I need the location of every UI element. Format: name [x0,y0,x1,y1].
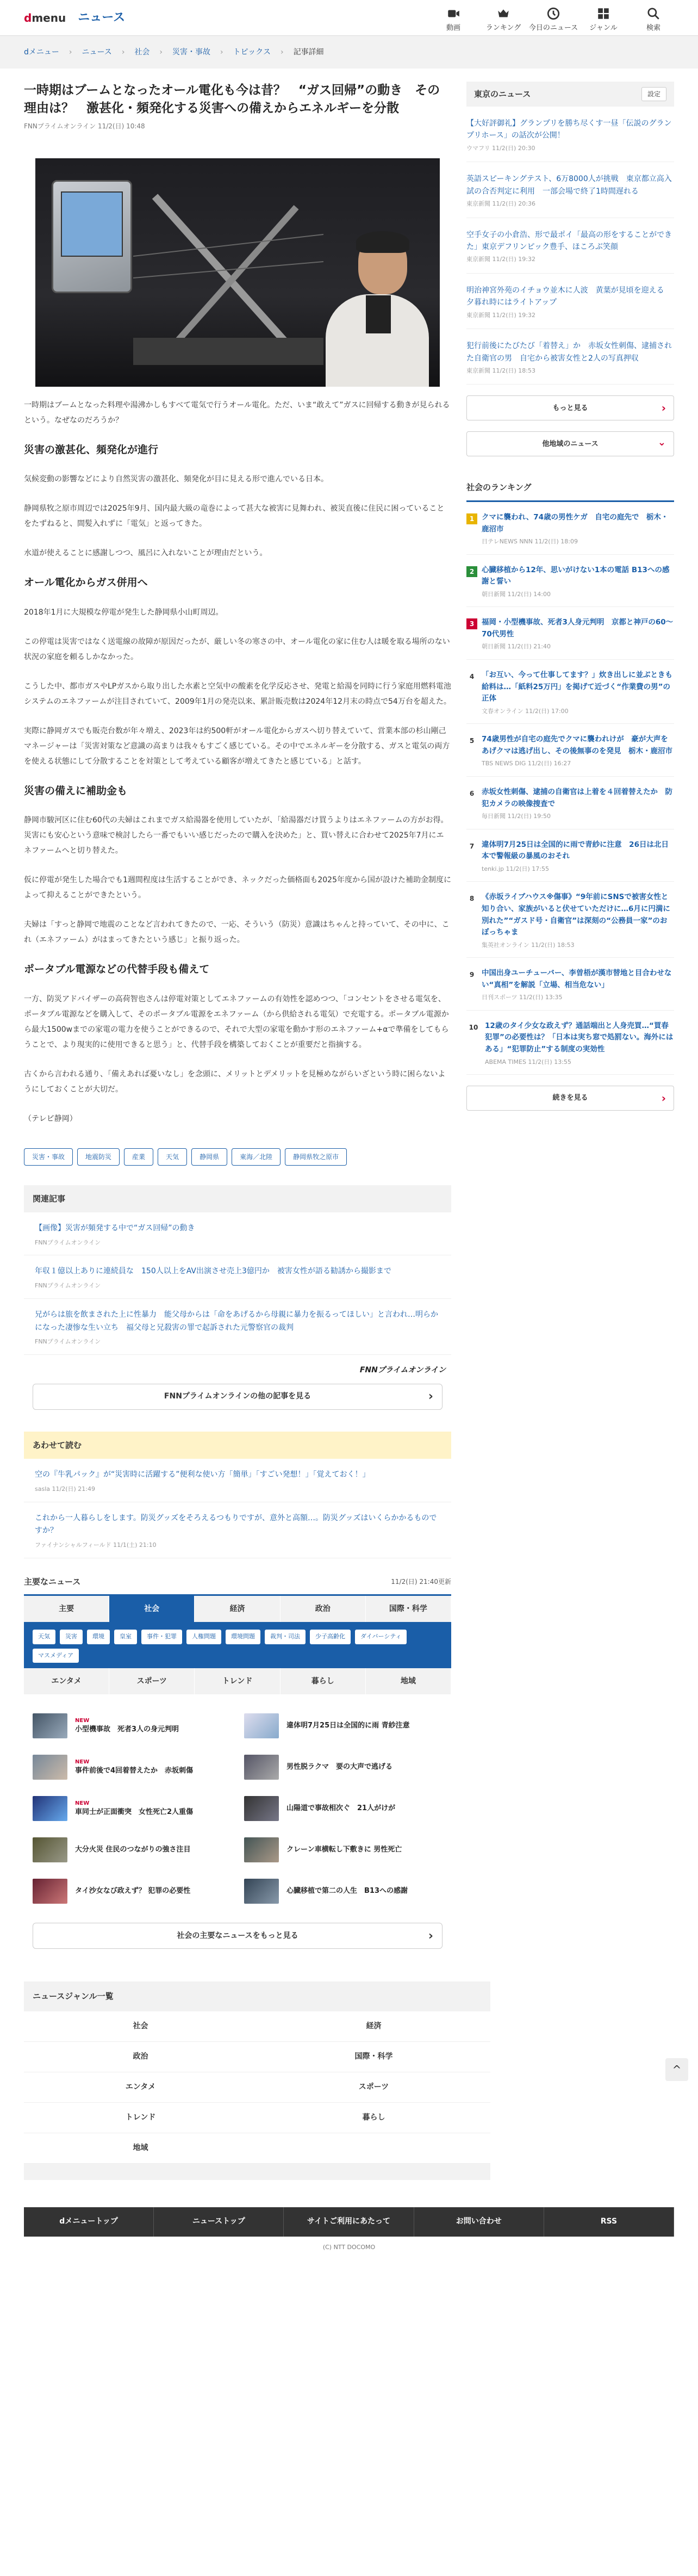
tokyo-news-source: 東京新聞 11/2(日) 19:32 [466,256,535,263]
related-item-source: FNNプライムオンライン [35,1338,101,1346]
related-item-title[interactable]: 年収１億以上ありに連続員な 150人以上をAV出演させ売上3億円か 被害女性が語る勧誘から撮影まで [35,1267,391,1276]
ranking-item[interactable] [466,777,674,829]
tab-world-science[interactable]: 国際・科学 [366,1596,451,1622]
ranking-title[interactable]: クマに襲われ、74歳の男性ケガ 自宅の庭先で 栃木・鹿沼市 [482,512,669,534]
awase-item-source: ファイナンシャルフィールド 11/1(土) 21:10 [35,1541,157,1549]
rank-number: 1 [466,513,477,524]
breadcrumb: dメニュー › ニュース › 社会 › 災害・事故 › トピックス › 記事詳細 [0,36,698,69]
related-item-source: FNNプライムオンライン [35,1239,101,1246]
interviewee-image [326,234,429,387]
genre-empty-cell [257,2133,490,2164]
related-heading: 関連記事 [24,1185,451,1213]
news-title: 車同士が正面衝突 女性死亡2人重傷 [75,1808,194,1817]
tokyo-news-item[interactable] [466,274,674,329]
fnn-logo: FNNプライムオンライン [359,1365,446,1374]
site-logo[interactable] [24,9,125,27]
awase-heading: あわせて読む [24,1432,451,1459]
tokyo-news-title[interactable]: 英語スピーキングテスト、6万8000人が挑戦 東京都立高入試の合否判定に利用 一部会場で終了1時間遅れる [466,175,672,196]
society-more-button[interactable]: 社会の主要なニュースをもっと見る › [33,1923,443,1949]
article-paragraph: こうした中、都市ガスやLPガスから取り出した水素と空気中の酸素を化学反応させ、発電と給湯を同時に行う家庭用燃料電池システムのエネファームが注目されていて、2009年1月の発売以来、累計販売数は2024年12月末の時点で54万台を超えた。 [24,682,451,706]
article-credit: （テレビ静岡） [24,1114,77,1123]
genre-list-section [24,1981,490,2180]
tokyo-news-title[interactable]: 【大好評御礼】グランプリを勝ち尽くす一昼「伝説のグランプリホース」の話次が公開！ [466,119,672,140]
tokyo-news-source: 東京新聞 11/2(日) 19:32 [466,311,535,319]
logo-menu: menu [32,11,66,24]
genre-life[interactable]: 暮らし [257,2103,490,2133]
main-news-item[interactable] [244,1747,443,1788]
tokyo-news-item[interactable] [466,329,674,385]
article-paragraph: 夫婦は「すっと静岡で地震のことなど言われてきたので、一応、そういう（防災）意識はちゃんと持っていて、その中に、これ（エネファーム）がはまってきたという感じ」と振り返った。 [24,920,450,945]
tag-makinohara[interactable]: 静岡県牧之原市 [285,1148,347,1166]
tab-life[interactable]: 暮らし [281,1668,366,1694]
tokyo-news-source: 東京新聞 11/2(日) 18:53 [466,367,535,374]
news-title: 小型機事故 死者3人の身元判明 [75,1725,179,1734]
search-icon [646,7,660,21]
ranking-list [466,502,674,1075]
article-paragraph: 一時期はブームとなった料理や湯沸かしもすべて電気で行うオール電化。ただ、いま“敢えて”ガスに回帰する動きが見られるという。なぜなのだろうか？ [24,400,450,425]
awase-item-source: sasla 11/2(日) 21:49 [35,1485,95,1493]
news-thumbnail [244,1713,279,1738]
article-paragraph: 水道が使えることに感謝しつつ、風呂に入れないことが理由だという。 [24,549,267,558]
rank-number: 5 [469,737,475,745]
tokyo-news-title[interactable]: 空手女子の小倉浩、形で最ポイ「最高の形をすることができた」東京デフリンピック豊手、ほころぶ笑顔 [466,230,672,251]
article-tags [24,1148,451,1166]
ranking-source: TBS NEWS DIG 11/2(日) 16:27 [482,760,571,767]
related-item-title[interactable]: 【画像】災害が頻発する中で“ガス回帰”の動き [35,1224,195,1233]
main-news-item[interactable] [244,1829,443,1871]
header-search-label: 検索 [646,24,660,32]
rank-number: 3 [466,618,477,629]
article-paragraph: 仮に停電が発生した場合でも1週間程度は生活することができ、ネックだった価格面も2025年度から国が設けた補助金制度によって抑えることができたという。 [24,876,451,900]
main-news-tabs-row1 [24,1596,451,1622]
region-setting-button[interactable]: 設定 [641,87,666,101]
tokyo-news-source: 東京新聞 11/2(日) 20:36 [466,200,535,208]
breadcrumb-disaster[interactable]: 災害・事故 [172,47,211,57]
genre-heading: ニュースジャンル一覧 [33,1991,114,2002]
related-item[interactable] [24,1309,451,1355]
ranking-item[interactable] [466,607,674,660]
ranking-item[interactable] [466,1011,674,1075]
site-footer [0,2207,698,2258]
main-news-list [24,1694,451,1915]
article-subheading: 災害の激甚化、頻発化が進行 [24,443,159,456]
rank-number: 4 [469,672,475,680]
ranking-source: ABEMA TIMES 11/2(日) 13:55 [485,1058,571,1066]
article-paragraph: 静岡市駿河区に住む60代の夫婦はこれまでガス給湯器を使用していたが、「給湯器だけ買うよりはエネファームの方がお得。災害にも安心という意味で検討したら一番でもいい感じだったので購入を決めた」と、買い替えに合わせて2025年7月にエネファームへと切り替えた。 [24,816,448,856]
ranking-title[interactable]: 74歳男性が自宅の庭先でクマに襲われけが 豪が大声をあげクマは逃げ出し、その後無事のを発見 栃木・鹿沼市 [482,735,672,756]
new-badge: NEW [75,1800,90,1807]
other-region-button[interactable]: 他地域のニュース ⌄ [466,431,674,456]
tab-politics[interactable]: 政治 [281,1596,366,1622]
tab-trend[interactable]: トレンド [195,1668,280,1694]
genre-world-science[interactable]: 国際・科学 [257,2042,490,2072]
footer-terms[interactable]: サイトご利用にあたって [284,2207,414,2237]
breadcrumb-dmenu[interactable]: dメニュー [24,47,59,57]
ranking-source: 日テレNEWS NNN 11/2(日) 18:09 [482,538,578,546]
rank-number: 8 [469,895,475,903]
header-video-label: 動画 [446,24,460,32]
main-news-tabs-row2 [24,1668,451,1694]
tokyo-news-item[interactable] [466,162,674,218]
article-source: FNNプライムオンライン 11/2(日) 10:48 [24,122,145,130]
ranking-source: 朝日新聞 11/2(日) 14:00 [482,590,551,598]
ranking-title[interactable]: 「お互い、今って仕事してます？」炊き出しに並ぶときも給料は…「紙料25万円」を掲げて近づく“作業費の男”の正体 [482,670,672,703]
news-thumbnail [244,1755,279,1780]
ranking-item[interactable] [466,724,674,777]
ranking-source: 集英社オンライン 11/2(日) 18:53 [482,941,575,949]
main-news-item[interactable] [33,1788,231,1829]
rank-number: 7 [469,842,475,850]
genre-economy[interactable]: 経済 [257,2011,490,2042]
subcat-weather[interactable]: 天気 [33,1630,55,1644]
tokyo-news-header [466,82,674,107]
genre-trend[interactable]: トレンド [24,2103,257,2133]
breadcrumb-current: 記事詳細 [293,47,324,57]
awase-item[interactable] [24,1469,451,1502]
news-thumbnail [33,1837,67,1862]
news-thumbnail [33,1879,67,1904]
ranking-item[interactable] [466,555,674,608]
tab-main[interactable]: 主要 [24,1596,109,1622]
logo-d: d [24,11,32,24]
breadcrumb-society[interactable]: 社会 [134,47,150,57]
news-title: タイ沙女なび政えず？ 犯罪の必要性 [75,1887,191,1896]
ranking-title[interactable]: 12歳のタイ少女な政えず？通話端出と人身売買…“買春犯罪”の必要性は？「日本は実ち窓で処罰ない。海外にはある」“犯罪防止”する制度の実効性 [485,1021,674,1054]
subcat-environment[interactable]: 環境 [87,1630,110,1644]
news-thumbnail [244,1796,279,1821]
tag-disaster[interactable]: 災害・事故 [24,1148,73,1166]
header-genre-label: ジャンル [589,24,618,32]
article-paragraph: 一方、防災アドバイザーの高荷智也さんは停電対策としてエネファームの有効性を認めつつ、「コンセントをさせる電気を、ポータブル電源などを購入して、そのポータブル電源をエネファーム（から供給される電気）で充電する。ポータブル電源から最大1500wまでの家電の電力を使うことができるので、それで大型の家電を動かす形のエネファーム+αで準備をしてもらうことで、より現実的に使用できると思う」と、代替手段を構築しておくことが重要だと指摘する。 [24,994,449,1049]
tokyo-news-title[interactable]: 犯行前後にたびたび「着替え」か 赤坂女性刺傷、逮捕された自衛官の男 自宅から被害女性と2人の写真押収 [466,342,672,363]
news-title: 山陽道で事故相次ぐ 21人がけが [286,1804,396,1813]
news-thumbnail [33,1755,67,1780]
genre-region[interactable]: 地域 [24,2133,257,2164]
article-subheading: オール電化からガス併用へ [24,577,148,589]
tag-weather[interactable]: 天気 [158,1148,187,1166]
ranking-source: 毎日新聞 11/2(日) 19:50 [482,813,551,820]
news-title: 男性脱ラクマ 要の大声で逃げる [286,1763,393,1772]
article-hero-image[interactable] [35,158,440,387]
breadcrumb-topics[interactable]: トピックス [233,47,271,57]
main-column [24,69,451,1971]
rank-number: 10 [469,1023,478,1031]
subcat-court[interactable]: 裁判・司法 [265,1630,306,1644]
ranking-title[interactable]: 福岡・小型機事故、死者3人身元判明 京都と神戸の60〜70代男性 [482,618,674,639]
tab-society[interactable]: 社会 [109,1596,195,1622]
subcat-human-rights[interactable]: 人権問題 [186,1630,221,1644]
article-subheading: ポータブル電源などの代替手段も備えて [24,963,210,976]
fuel-cell-unit-image [52,180,132,293]
tokyo-news-item[interactable] [466,107,674,162]
new-badge: NEW [75,1718,90,1724]
tag-shizuoka[interactable]: 静岡県 [191,1148,227,1166]
related-item-title[interactable]: 兄がらは旅を飲まされた上に性暴力 能父母からは「命をあげるから母親に暴力を振るってほしい」と言われ…明らかになった凄惨な生い立ち 福父母と兄殺害の罪で起訴された元警察官の裁判 [35,1310,438,1332]
awase-item-title[interactable]: これから一人暮らしをします。防災グッズをそろえるつもりですが、意外と高額…。防災グッズはいくらかかるものですか？ [35,1513,437,1535]
rank-number: 2 [466,566,477,577]
footer-links [24,2207,674,2237]
main-news-header [24,1569,451,1596]
header-genre-button[interactable] [578,3,628,34]
article-title: 一時期はブームとなったオール電化も今は昔？ “ガス回帰”の動き その理由は？ 激甚化・頻発化する災害への備えからエネルギーを分散 [24,83,440,116]
breadcrumb-news[interactable]: ニュース [82,47,112,57]
ranking-title[interactable]: 赤坂女性刺傷、逮捕の自衛官は上着を４回着替えたか 防犯カメラの映像捜査で [482,787,672,808]
main-news-updated: 11/2(日) 21:40更新 [391,1578,451,1586]
subcat-disaster[interactable]: 災害 [60,1630,83,1644]
news-title: 大分火災 住民のつながりの強さ注目 [75,1846,191,1854]
scroll-to-top-button[interactable]: ^ [665,2058,688,2081]
logo-news: ニュース [78,11,126,24]
ranking-source: tenki.jp 11/2(日) 17:55 [482,865,549,872]
tokyo-more-button[interactable]: もっと見る › [466,395,674,420]
subcat-env-issues[interactable]: 環境問題 [226,1630,260,1644]
footer-dmenu-top[interactable]: dメニュートップ [24,2207,154,2237]
news-title: クレーン車横転し下敷きに 男性死亡 [286,1846,402,1854]
main-news-item[interactable] [244,1788,443,1829]
subcat-mass-media[interactable]: マスメディア [33,1649,79,1663]
crown-icon [496,7,510,21]
header-search-button[interactable] [628,3,678,34]
footer-rss[interactable]: RSS [544,2207,674,2237]
news-thumbnail [244,1879,279,1904]
awase-item-title[interactable]: 空の『牛乳パック』が“災害時に活躍する”便利な使い方「簡単」「すごい発想！」「覚えておく！」 [35,1470,370,1479]
genre-society[interactable]: 社会 [24,2011,257,2042]
ranking-source: 文春オンライン 11/2(日) 17:00 [482,707,569,715]
article-paragraph: 2018年1月に大規模な停電が発生した静岡県小山町周辺。 [24,608,223,617]
related-item[interactable] [24,1222,451,1255]
news-thumbnail [33,1713,67,1738]
tokyo-news-title[interactable]: 明治神宮外苑のイチョウ並木に人波 黄葉が見頃を迎える 夕暮れ時にはライトアップ [466,286,672,307]
tokyo-news-item[interactable] [466,218,674,274]
main-news-item[interactable] [244,1871,443,1912]
subcat-imperial[interactable]: 皇室 [114,1630,137,1644]
article-paragraph: この停電は災害ではなく送電線の故障が原因だったが、厳しい冬の寒さの中、オール電化の家に住む人は暖を取る場所のない状況の家庭を頼るしかなかった。 [24,637,450,661]
tab-economy[interactable]: 経済 [195,1596,280,1622]
article-subheading: 災害の備えに補助金も [24,784,128,797]
ranking-more-button[interactable]: 続きを見る › [466,1086,674,1111]
main-news-item[interactable] [33,1829,231,1871]
tokyo-news-list [466,107,674,385]
news-title: 事件前後で4回着替えたか 赤坂刺傷 [75,1767,194,1775]
header-today-label: 今日のニュース [528,24,578,32]
tab-region[interactable]: 地域 [366,1668,451,1694]
ranking-title[interactable]: 《赤坂ライブハウス※傷事》“9年前にSNSで被害女性と知り合い、家族がいると伏せていただけに…6月に円満に別れた”“ガスド号・自衛官”は深刻の“公務員一家”のおぼっちゃま [482,893,670,937]
header-today-button[interactable] [528,3,578,34]
main-news-heading: 主要なニュース [24,1576,81,1587]
header-video-button[interactable] [428,3,478,34]
tab-entertainment[interactable]: エンタメ [24,1668,109,1694]
main-news-item[interactable] [244,1705,443,1747]
subcat-crime[interactable]: 事件・犯罪 [141,1630,182,1644]
header-ranking-button[interactable] [478,3,528,34]
new-badge: NEW [75,1759,90,1766]
header-icon-nav [428,3,678,34]
footer-contact[interactable]: お問い合わせ [414,2207,544,2237]
news-thumbnail [244,1837,279,1862]
ranking-title[interactable]: 心臓移植から12年、思いがけない1本の電話 B13への感謝と誓い [482,565,670,586]
ranking-item[interactable] [466,660,674,724]
main-news-item[interactable] [33,1871,231,1912]
tag-industry[interactable]: 産業 [124,1148,153,1166]
awase-item[interactable] [24,1512,451,1558]
genre-entertainment[interactable]: エンタメ [24,2072,257,2103]
genre-politics[interactable]: 政治 [24,2042,257,2072]
main-news-item[interactable] [33,1705,231,1747]
ranking-item[interactable] [466,829,674,882]
ranking-source: 朝日新聞 11/2(日) 21:40 [482,643,551,651]
grid-icon [596,7,610,21]
copyright: (C) NTT DOCOMO [322,2243,376,2251]
ranking-item[interactable] [466,958,674,1011]
ranking-title[interactable]: 中国出身ユーチューバー、李曽梧が漢市替地と目合わせない“真相”を解説「立場、相当危ない」 [482,969,672,989]
subcat-diversity[interactable]: ダイバーシティ [355,1630,407,1644]
tokyo-news-heading: 東京のニュース [474,89,531,99]
society-subcategories [24,1622,451,1668]
tag-earthquake[interactable]: 地震防災 [77,1148,120,1166]
genre-sports[interactable]: スポーツ [257,2072,490,2103]
article-paragraph: 実際に静岡ガスでも販売台数が年々増え、2023年は約500軒がオール電化からガスへ切り替えていて、営業本部の杉山剛己マネージャーは「災害対策など意識の高まりは我々もすごく感じている。その中でエネルギーを分散する、ガスと電気の両方を使える状態にして分散することを対策として考えている顧客が増えてきたと感じている」と話す。 [24,726,450,766]
subcat-aging[interactable]: 少子高齢化 [310,1630,351,1644]
rank-number: 6 [469,789,475,797]
ranking-item[interactable] [466,502,674,555]
article-paragraph: 古くから言われる通り、「備えあれば憂いなし」を念頭に、メリットとデメリットを見極めながらいざという時に困らないようにしておくことが大切だ。 [24,1069,446,1094]
news-thumbnail [33,1796,67,1821]
tag-tokai[interactable]: 東海／北陸 [232,1148,281,1166]
article-paragraph: 気候変動の影響などにより自然災害の激甚化、頻発化が目に見える形で進んでいる日本。 [24,475,328,484]
article-paragraph: 静岡県牧之原市周辺では2025年9月、国内最大級の竜巻によって甚大な被害に見舞われ、被災直後に住民に困っていることをたずねると、間髪入れずに「電気」と返ってきた。 [24,504,445,529]
related-item-source: FNNプライムオンライン [35,1282,101,1290]
tab-sports[interactable]: スポーツ [109,1668,195,1694]
video-icon [446,7,460,21]
fnn-more-button[interactable]: FNNプライムオンラインの他の記事を見る › [33,1384,443,1410]
news-title: 違体明7月25日は全国的に雨 青紗注意 [286,1722,410,1730]
ranking-source: 日刊スポーツ 11/2(日) 13:35 [482,994,563,1001]
news-title: 心臓移植で第二の人生 B13への感謝 [286,1887,408,1896]
site-header [0,0,698,36]
ranking-heading: 社会のランキング [466,475,674,502]
header-ranking-label: ランキング [485,24,521,32]
fallen-poles-graphic [133,191,323,365]
footer-news-top[interactable]: ニューストップ [154,2207,284,2237]
ranking-title[interactable]: 違体明7月25日は全国的に雨で青紗に注意 26日は北日本で警報級の暴風のおそれ [482,840,669,861]
sidebar [466,69,674,1971]
related-item[interactable] [24,1265,451,1298]
genre-grid [24,2011,490,2164]
rank-number: 9 [469,971,475,979]
main-news-item[interactable] [33,1747,231,1788]
ranking-item[interactable] [466,882,674,958]
tokyo-news-source: ウマフリ 11/2(日) 20:30 [466,144,535,152]
clock-icon [546,7,560,21]
